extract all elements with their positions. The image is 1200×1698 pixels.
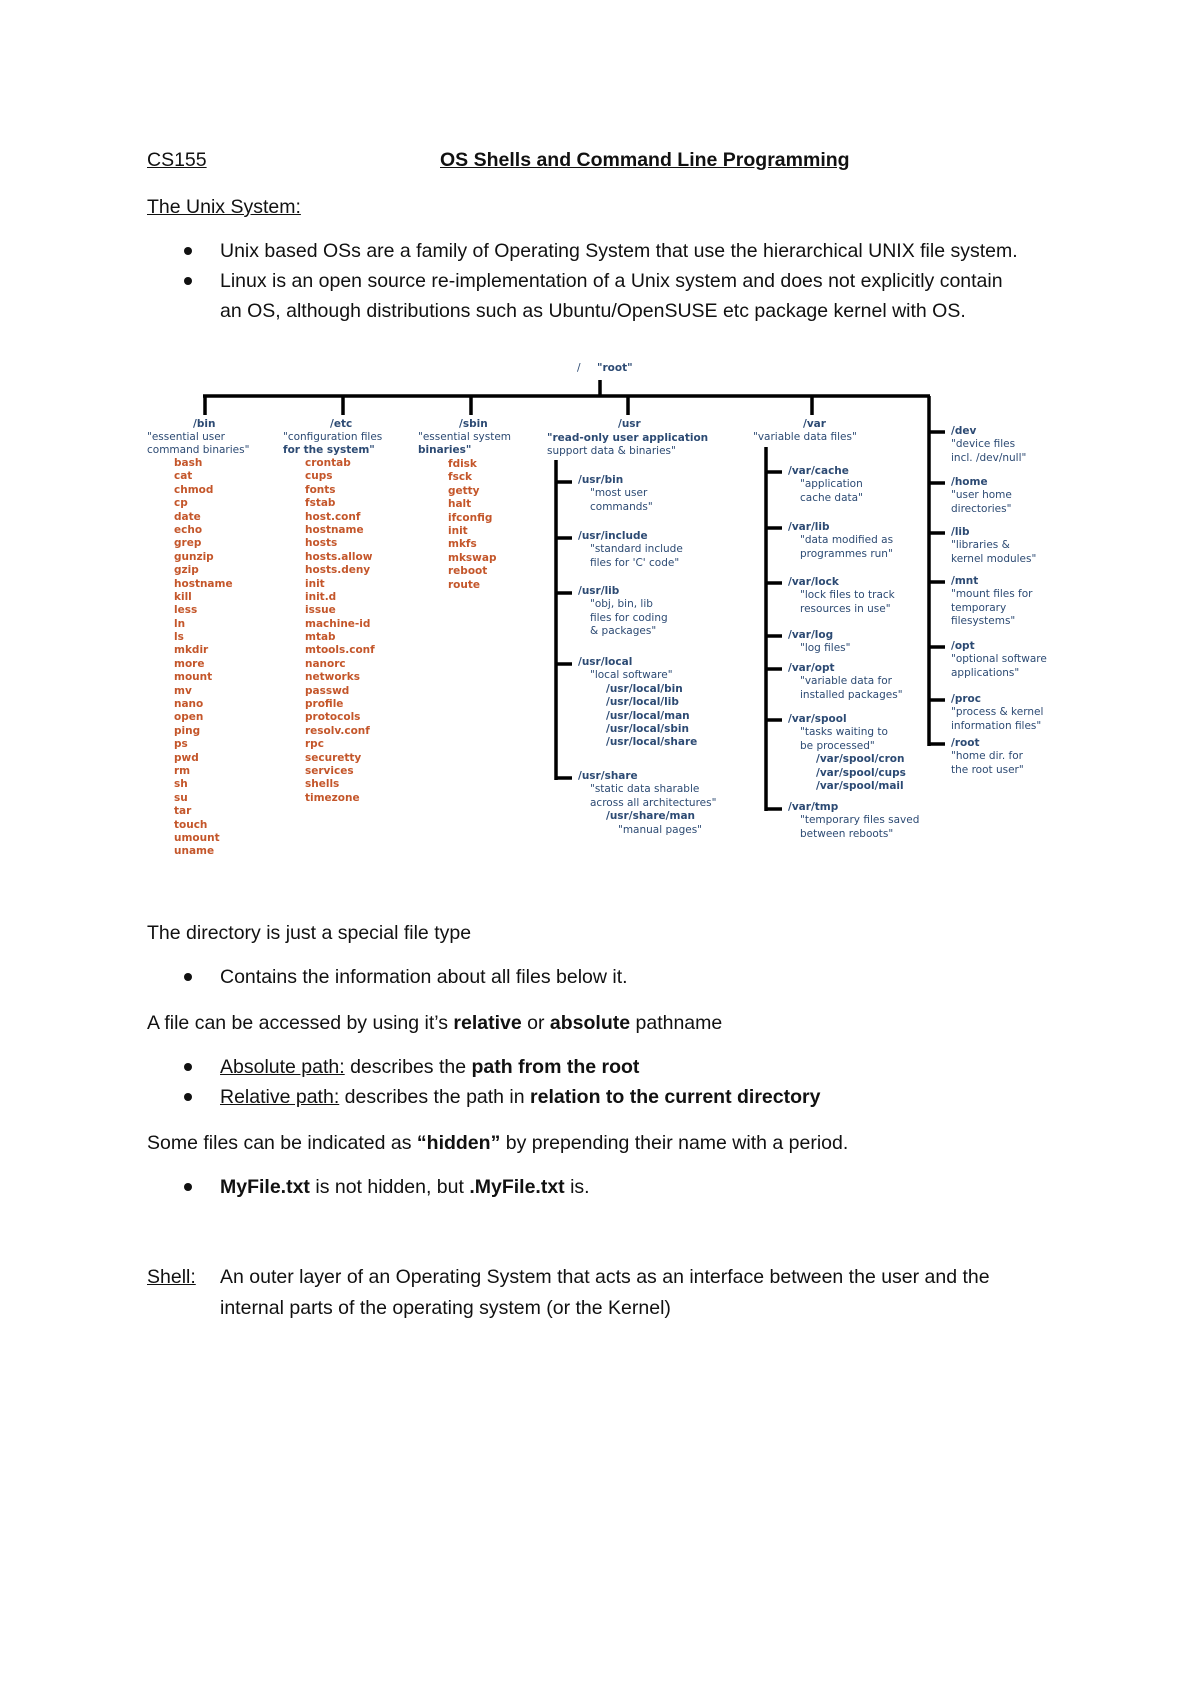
root-subdir-label: /opt [951, 640, 975, 652]
var-subdir-label: /var/spool [788, 713, 847, 725]
bin-file-item: ln [174, 617, 186, 630]
root-subdir-label: /mnt [951, 575, 979, 587]
etc-file-item: hosts.allow [305, 550, 373, 563]
root-subdir-desc: incl. /dev/null" [951, 451, 1027, 464]
bullet-icon [184, 277, 192, 285]
bullet-icon [184, 1063, 192, 1071]
access-sentence [147, 1012, 722, 1035]
etc-file-item: timezone [305, 791, 360, 804]
var-subsubdir-label: /var/spool/cups [816, 766, 906, 779]
bin-file-item: mkdir [174, 644, 209, 657]
root-subdir-desc: information files" [951, 719, 1042, 732]
var-dir-label: /var [803, 418, 826, 430]
var-subdir-desc: between reboots" [800, 827, 894, 840]
sbin-desc-1: "essential system [418, 431, 512, 443]
bin-file-item: pwd [174, 751, 199, 764]
root-desc-label: "root" [597, 362, 633, 374]
etc-file-item: fonts [305, 483, 336, 496]
etc-file-item: protocols [305, 711, 361, 724]
var-subdir-label: /var/lib [788, 521, 830, 533]
etc-file-item: mtools.conf [305, 644, 375, 657]
root-subdir-label: /proc [951, 693, 981, 705]
bin-file-item: hostname [174, 577, 233, 590]
absolute-path-line [220, 1056, 639, 1079]
etc-file-item: profile [305, 698, 344, 711]
usr-desc-1: "read-only user application [547, 432, 709, 444]
bin-file-item: bash [174, 457, 203, 469]
usr-subsubdir-desc: "manual pages" [618, 823, 703, 836]
root-subdir-desc: filesystems" [951, 615, 1016, 628]
bin-file-item: mount [174, 671, 213, 684]
etc-file-item: shells [305, 778, 340, 791]
sbin-file-item: mkswap [448, 551, 497, 564]
usr-subsubdir-label: /usr/local/sbin [606, 723, 689, 735]
root-subdir-desc: "process & kernel [951, 706, 1044, 719]
bullet-icon [184, 1093, 192, 1101]
absolute-path-pre: describes the [344, 1056, 472, 1078]
etc-file-item: init.d [305, 590, 337, 603]
sbin-file-item: reboot [448, 565, 488, 578]
access-pre: A file can be accessed by using it’s [147, 1012, 454, 1034]
var-subdir-desc: cache data" [800, 491, 863, 504]
etc-file-item: cups [305, 470, 333, 483]
bin-file-item: touch [174, 818, 208, 831]
var-subdir-desc: be processed" [800, 739, 875, 752]
usr-desc-2: support data & binaries" [547, 445, 676, 457]
example-file-2: .MyFile.txt [469, 1176, 565, 1198]
var-subdir-label: /var/lock [788, 576, 839, 588]
usr-subsubdir-label: /usr/local/bin [606, 682, 683, 695]
root-subdir-desc: "home dir. for [951, 750, 1023, 763]
bin-file-item: grep [174, 537, 202, 550]
bin-file-item: more [174, 657, 205, 670]
etc-file-item: nanorc [305, 657, 346, 670]
usr-subdir-desc: "local software" [590, 669, 673, 682]
root-subdir-desc: "optional software [951, 653, 1047, 666]
sbin-desc-2: binaries" [418, 444, 472, 456]
bin-file-item: umount [174, 831, 220, 844]
bin-file-item: less [174, 604, 198, 617]
var-subdir-label: /var/cache [788, 465, 849, 477]
etc-file-item: hostname [305, 523, 364, 536]
usr-subdir-desc: "static data sharable [590, 783, 700, 796]
var-subdir-label: /var/opt [788, 662, 835, 674]
relative-path-line [220, 1086, 820, 1109]
etc-file-list [305, 457, 375, 805]
bin-file-list [174, 457, 233, 859]
usr-subsubdir-label: /usr/local/share [606, 736, 698, 749]
access-post: pathname [630, 1012, 723, 1034]
hidden-post: by prepending their name with a period. [500, 1132, 849, 1154]
bin-file-item: gzip [174, 564, 199, 577]
sbin-file-item: getty [448, 484, 480, 497]
directory-intro: The directory is just a special file type [147, 922, 472, 944]
root-subdir-desc: the root user" [951, 763, 1024, 776]
etc-file-item: resolv.conf [305, 724, 370, 737]
var-subdir-desc: "temporary files saved [800, 814, 920, 827]
var-subdir-desc: "application [800, 478, 863, 491]
access-relative: relative [453, 1012, 522, 1034]
root-subdir-desc: "mount files for [951, 588, 1033, 601]
bin-file-item: cat [174, 470, 193, 483]
bin-file-item: tar [174, 805, 192, 818]
root-subdir-desc: "user home [951, 489, 1012, 502]
usr-subdir-label: /usr/share [578, 770, 638, 782]
root-dir-label: / [577, 362, 581, 374]
var-subsubdir-label: /var/spool/cron [816, 753, 905, 766]
bin-file-item: cp [174, 497, 188, 510]
bin-file-item: uname [174, 845, 215, 858]
etc-file-item: hosts.deny [305, 564, 371, 577]
usr-subdir-desc: commands" [590, 500, 653, 513]
bin-file-item: ping [174, 724, 201, 737]
usr-subdir-desc: & packages" [590, 625, 657, 638]
etc-file-item: host.conf [305, 510, 361, 523]
bullet-icon [184, 1183, 192, 1191]
access-absolute: absolute [549, 1012, 631, 1034]
var-subdir-desc: installed packages" [800, 688, 903, 701]
bin-dir-label: /bin [193, 418, 216, 430]
root-subdir-desc: kernel modules" [951, 552, 1037, 565]
usr-dir-label: /usr [618, 418, 641, 430]
root-subdir-desc: applications" [951, 666, 1020, 679]
var-subdir-desc: "variable data for [800, 675, 892, 688]
var-desc-1: "variable data files" [753, 431, 857, 443]
example-mid: is not hidden, but [309, 1176, 470, 1198]
etc-file-item: issue [305, 604, 336, 617]
root-subdir-desc: temporary [951, 601, 1007, 614]
root-subdir-label: /lib [951, 526, 970, 538]
hidden-pre: Some files can be indicated as [147, 1132, 417, 1154]
bullet-icon [184, 973, 192, 981]
etc-file-item: mtab [305, 631, 336, 644]
bin-file-item: ls [174, 631, 184, 644]
bin-file-item: su [174, 791, 188, 804]
usr-subdir-desc: "most user [590, 487, 648, 500]
etc-file-item: networks [305, 671, 360, 684]
example-post: is. [564, 1176, 590, 1198]
example-file-1: MyFile.txt [220, 1176, 310, 1198]
etc-dir-label: /etc [330, 418, 353, 430]
unix-bullet-2-cont: an OS, although distributions such as Ubuntu/OpenSUSE etc package kernel with OS. [220, 300, 966, 322]
root-subdir-label: /dev [951, 425, 977, 437]
usr-subsubdir-label: /usr/share/man [606, 810, 696, 823]
etc-file-item: crontab [305, 457, 351, 469]
course-code: CS155 [147, 149, 207, 171]
sbin-file-item: halt [448, 498, 472, 511]
usr-subdir-desc: "standard include [590, 543, 683, 556]
bin-desc-1: "essential user [147, 431, 225, 443]
etc-desc-1: "configuration files [283, 431, 383, 443]
bin-desc-2: command binaries" [147, 444, 250, 456]
usr-subdir-desc: files for 'C' code" [590, 556, 680, 569]
absolute-path-label: Absolute path: [220, 1056, 345, 1078]
var-subdir-desc: resources in use" [800, 602, 891, 615]
bin-file-item: sh [174, 778, 188, 791]
shell-definition-1: An outer layer of an Operating System that acts as an interface between the user and the [220, 1266, 990, 1288]
hidden-sentence [147, 1132, 848, 1155]
usr-subdir-desc: "obj, bin, lib [590, 598, 653, 611]
bullet-icon [184, 247, 192, 255]
root-subdir-desc: "libraries & [951, 539, 1010, 552]
sbin-file-item: fdisk [448, 458, 477, 470]
root-subdir-desc: "device files [951, 438, 1016, 451]
sbin-file-item: mkfs [448, 538, 477, 551]
usr-subsubdir-label: /usr/local/man [606, 709, 690, 722]
unix-bullet-2: Linux is an open source re-implementation of a Unix system and does not explicitly contain [220, 270, 1003, 292]
etc-file-item: machine-id [305, 617, 371, 630]
usr-subdir-desc: files for coding [590, 611, 668, 624]
etc-file-item: passwd [305, 684, 350, 697]
unix-heading: The Unix System: [147, 196, 301, 218]
directory-bullet: Contains the information about all files below it. [220, 966, 628, 988]
bin-file-item: nano [174, 698, 204, 711]
etc-file-item: fstab [305, 497, 336, 510]
bin-file-item: open [174, 711, 204, 724]
etc-desc-2: for the system" [283, 444, 375, 456]
usr-subdir-label: /usr/bin [578, 474, 624, 486]
sbin-file-item: ifconfig [448, 511, 493, 524]
var-subdir-desc: programmes run" [800, 547, 893, 560]
sbin-dir-label: /sbin [459, 418, 488, 430]
var-subdir-label: /var/tmp [788, 801, 839, 813]
var-subdir-desc: "data modified as [800, 534, 894, 547]
root-subdir-desc: directories" [951, 502, 1012, 515]
relative-path-bold: relation to the current directory [530, 1086, 821, 1108]
unix-bullet-1: Unix based OSs are a family of Operating System that use the hierarchical UNIX file system. [220, 240, 1018, 262]
hidden-bold: “hidden” [416, 1132, 501, 1154]
var-subsubdir-label: /var/spool/mail [816, 780, 904, 792]
usr-subdir-label: /usr/include [578, 530, 648, 542]
sbin-file-list [448, 458, 496, 592]
bin-file-item: echo [174, 523, 203, 536]
bin-file-item: kill [174, 590, 192, 603]
usr-subdir-desc: across all architectures" [590, 796, 717, 809]
usr-subsubdir-label: /usr/local/lib [606, 696, 679, 709]
etc-file-item: securetty [305, 751, 362, 764]
sbin-file-item: route [448, 578, 481, 591]
shell-definition-2: internal parts of the operating system (or the Kernel) [220, 1297, 671, 1319]
usr-subdir-label: /usr/local [578, 656, 633, 668]
var-subdir-desc: "tasks waiting to [800, 726, 888, 739]
etc-file-item: services [305, 764, 354, 777]
var-subdir-label: /var/log [788, 629, 834, 641]
sbin-file-item: fsck [448, 471, 473, 484]
shell-label: Shell: [147, 1266, 196, 1288]
bin-file-item: ps [174, 738, 188, 751]
var-subdir-desc: "lock files to track [800, 589, 895, 602]
bin-file-item: rm [174, 764, 191, 777]
etc-file-item: init [305, 577, 325, 590]
bin-file-item: gunzip [174, 550, 214, 563]
sbin-file-item: init [448, 524, 468, 537]
bin-file-item: mv [174, 684, 192, 697]
var-subdir-desc: "log files" [800, 642, 851, 655]
absolute-path-bold: path from the root [471, 1056, 640, 1078]
root-subdir-label: /root [951, 737, 980, 749]
hidden-example [220, 1176, 590, 1199]
relative-path-pre: describes the path in [339, 1086, 531, 1108]
etc-file-item: rpc [305, 738, 324, 751]
relative-path-label: Relative path: [220, 1086, 340, 1108]
bin-file-item: date [174, 510, 201, 523]
access-or: or [521, 1012, 550, 1034]
usr-subdir-label: /usr/lib [578, 585, 620, 597]
bin-file-item: chmod [174, 483, 214, 496]
etc-file-item: hosts [305, 537, 338, 550]
root-subdir-label: /home [951, 476, 988, 488]
page-title: OS Shells and Command Line Programming [440, 149, 850, 171]
